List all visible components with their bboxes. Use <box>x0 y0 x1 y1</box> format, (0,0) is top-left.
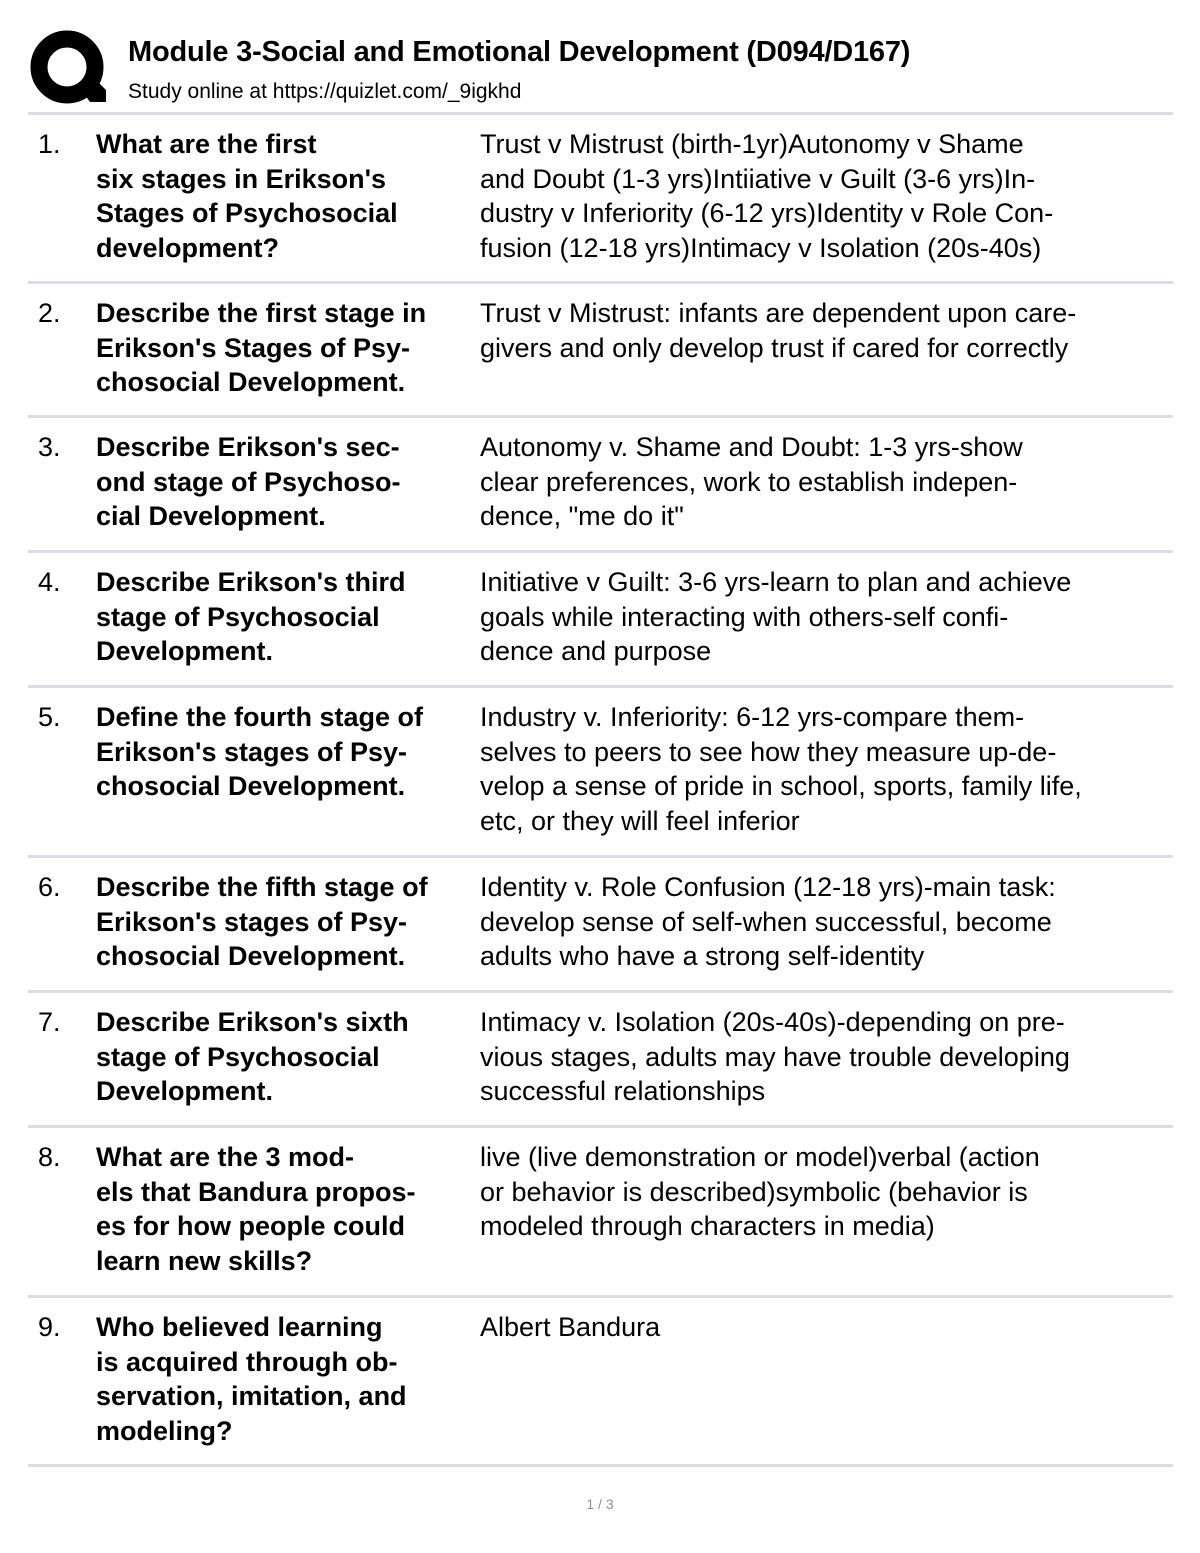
page-title: Module 3-Social and Emotional Development (D094/D167) <box>128 36 911 68</box>
card-definition: Identity v. Role Confusion (12-18 yrs)-main task: develop sense of self-when successful, become adults who have a strong self-identity <box>480 872 1056 971</box>
card-number: 1. <box>38 129 61 159</box>
card-term: Describe the first stage in Erikson's Stages of Psy- chosocial Development. <box>96 298 427 397</box>
card-term: Describe Erikson's sec- ond stage of Psychoso- cial Development. <box>96 432 401 531</box>
card-term: Who believed learning is acquired through ob- servation, imitation, and modeling? <box>96 1312 407 1446</box>
card-term: Describe Erikson's third stage of Psychosocial Development. <box>96 567 406 666</box>
page-header <box>30 30 1170 106</box>
flashcard-row <box>28 855 1173 990</box>
card-number: 2. <box>38 298 61 328</box>
card-definition: live (live demonstration or model)verbal (action or behavior is described)symbolic (behavior is modeled through characters in media) <box>480 1142 1040 1241</box>
flashcard-row <box>28 990 1173 1125</box>
flashcard-row <box>28 281 1173 415</box>
card-number: 9. <box>38 1312 61 1342</box>
flashcard-row <box>28 112 1173 281</box>
flashcard-row <box>28 1295 1173 1467</box>
flashcard-row <box>28 1125 1173 1295</box>
card-definition: Albert Bandura <box>480 1312 661 1342</box>
flashcard-row <box>28 415 1173 550</box>
card-term: What are the 3 mod- els that Bandura propos- es for how people could learn new skills? <box>96 1142 416 1276</box>
card-term: Describe the fifth stage of Erikson's stages of Psy- chosocial Development. <box>96 872 428 971</box>
card-definition: Autonomy v. Shame and Doubt: 1-3 yrs-show clear preferences, work to establish indepen- dence, "me do it" <box>480 432 1023 531</box>
card-definition: Trust v Mistrust (birth-1yr)Autonomy v Shame and Doubt (1-3 yrs)Intiiative v Guilt (3-6 yrs)In- dustry v Inferiority (6-12 yrs)Identity v Role Con- fusion (12-18 yrs)Intimacy v Isolation (20s-40s) <box>480 129 1054 263</box>
flashcard-row <box>28 550 1173 685</box>
card-definition: Intimacy v. Isolation (20s-40s)-depending on pre- vious stages, adults may have trouble developing successful relationships <box>480 1007 1070 1106</box>
page-indicator: 1 / 3 <box>586 1496 614 1512</box>
card-term: Define the fourth stage of Erikson's stages of Psy- chosocial Development. <box>96 702 424 801</box>
study-online-link[interactable]: Study online at https://quizlet.com/_9igkhd <box>128 80 522 103</box>
card-number: 7. <box>38 1007 61 1037</box>
card-number: 5. <box>38 702 61 732</box>
card-term: Describe Erikson's sixth stage of Psychosocial Development. <box>96 1007 409 1106</box>
card-number: 4. <box>38 567 61 597</box>
card-definition: Industry v. Inferiority: 6-12 yrs-compare them- selves to peers to see how they measure up-de- velop a sense of pride in school, sports, family life, etc, or they will feel inferior <box>480 702 1082 836</box>
quizlet-q-logo-icon <box>30 30 106 106</box>
flashcard-row <box>28 685 1173 855</box>
card-number: 3. <box>38 432 61 462</box>
card-number: 6. <box>38 872 61 902</box>
card-definition: Initiative v Guilt: 3-6 yrs-learn to plan and achieve goals while interacting with others-self confi- dence and purpose <box>480 567 1072 666</box>
card-definition: Trust v Mistrust: infants are dependent upon care- givers and only develop trust if cared for correctly <box>480 298 1077 363</box>
card-term: What are the first six stages in Erikson's Stages of Psychosocial development? <box>96 129 398 263</box>
card-number: 8. <box>38 1142 61 1172</box>
